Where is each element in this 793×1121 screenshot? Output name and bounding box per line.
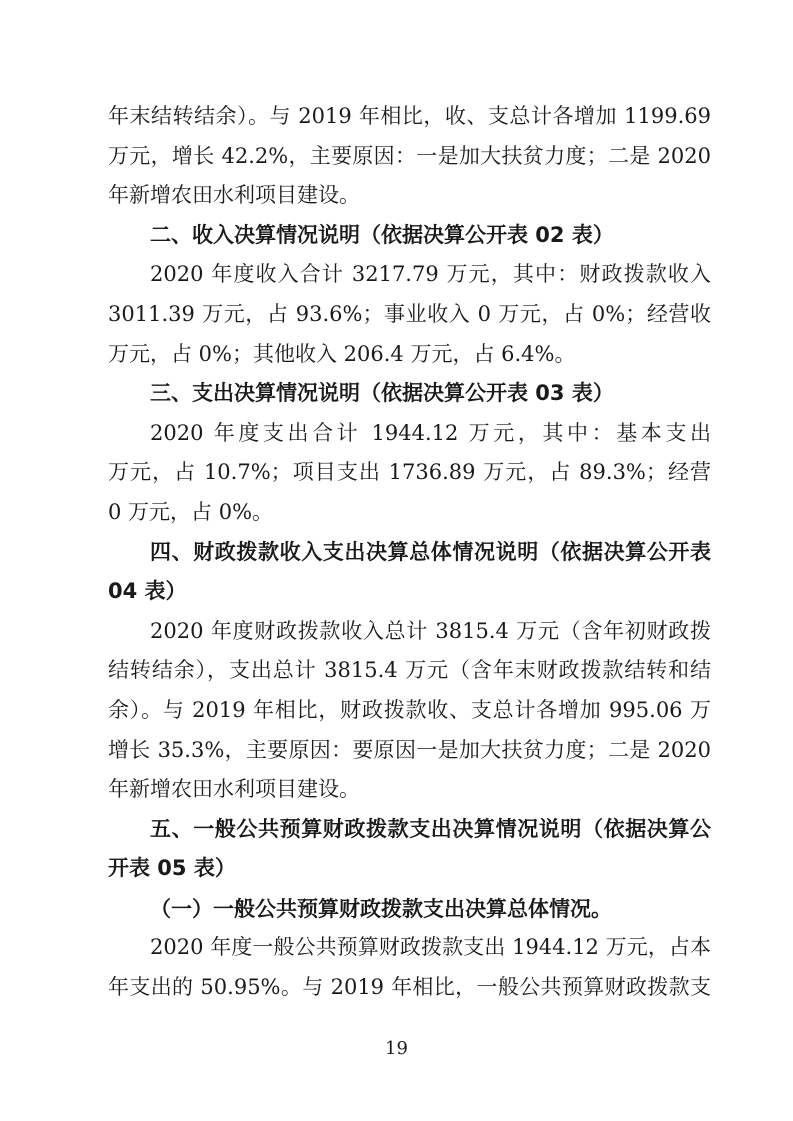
section-heading: 开表 05 表） (108, 856, 236, 881)
section-heading: 二、收入决算情况说明（依据决算公开表 02 表） (150, 222, 614, 247)
text-line: 年末结转结余）。与 2019 年相比，收、支总计各增加 1199.69 (108, 104, 711, 128)
section-heading: 五、一般公共预算财政拨款支出决算情况说明（依据决算公 (150, 816, 711, 841)
text-line: 年新增农田水利项目建设。 (108, 183, 360, 208)
text-line: 年支出的 50.95%。与 2019 年相比，一般公共预算财政拨款支 (108, 975, 711, 1000)
section-heading: 四、财政拨款收入支出决算总体情况说明（依据决算公开表 (150, 539, 711, 564)
text-line: 2020 年度收入合计 3217.79 万元，其中：财政拨款收入 (150, 262, 711, 287)
section-heading: 04 表） (108, 579, 187, 604)
text-line: 万元，占 0%；其他收入 206.4 万元，占 6.4%。 (108, 341, 576, 366)
text-line: 增长 35.3%，主要原因：要原因一是加大扶贫力度；二是 2020 (108, 737, 711, 762)
page-number: 19 (385, 1038, 408, 1059)
text-line: 万元，增长 42.2%，主要原因：一是加大扶贫力度；二是 2020 (108, 143, 711, 168)
text-line: 结转结余），支出总计 3815.4 万元（含年末财政拨款结转和结 (108, 658, 711, 683)
text-line: 3011.39 万元，占 93.6%；事业收入 0 万元，占 0%；经营收 (108, 301, 711, 326)
text-line: 2020 年度支出合计 1944.12 万元，其中：基本支出 (150, 420, 711, 445)
text-line: 年新增农田水利项目建设。 (108, 777, 360, 802)
text-line: 余）。与 2019 年相比，财政拨款收、支总计各增加 995.06 万 (108, 697, 711, 722)
text-line: 万元，占 10.7%；项目支出 1736.89 万元，占 89.3%；经营 (108, 460, 711, 485)
text-line: 2020 年度财政拨款收入总计 3815.4 万元（含年初财政拨 (150, 618, 711, 643)
subsection-heading: （一）一般公共预算财政拨款支出决算总体情况。 (150, 895, 612, 921)
document-body (108, 97, 711, 1008)
text-line: 0 万元，占 0%。 (108, 499, 274, 524)
section-heading: 三、支出决算情况说明（依据决算公开表 03 表） (150, 381, 614, 406)
text-line: 2020 年度一般公共预算财政拨款支出 1944.12 万元，占本 (150, 935, 711, 960)
